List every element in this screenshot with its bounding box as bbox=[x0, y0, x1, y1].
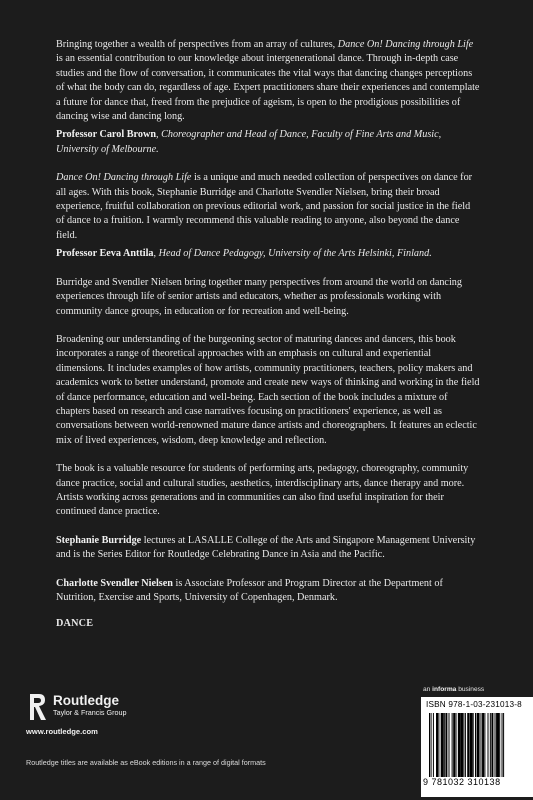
routledge-logo-icon bbox=[26, 692, 48, 722]
publisher-name: Routledge bbox=[53, 693, 119, 708]
publisher-logo bbox=[26, 692, 127, 722]
barcode-icon bbox=[429, 713, 529, 779]
description-paragraph-2: Broadening our understanding of the burgeoning sector of maturing dances and dancers, this book incorporates a range of theoretical approaches with an emphasis on cultural and experiential dimensions. It includes examples of how artists, community practitioners, teachers, policy makers and academics work to better understand, promote and create new ways of thinking and working in the field of dance performance, education and well-being. Each section of the book includes a mixture of chapters based on research and case narratives focusing on practitioners' experience, as well as conversations between world-renowned mature dance artists and choreographers. It features an eclectic mix of lived experiences, wisdom, deep knowledge and reflection. bbox=[56, 333, 480, 446]
subject-category: DANCE bbox=[56, 618, 94, 630]
endorser-role: Head of Dance Pedagogy, University of the Arts Helsinki, Finland. bbox=[158, 248, 432, 260]
endorsement-1-attribution bbox=[56, 128, 481, 157]
informa-name: informa bbox=[432, 686, 457, 693]
publisher-website[interactable]: www.routledge.com bbox=[26, 727, 98, 736]
editor-bio-2 bbox=[56, 577, 481, 606]
editor-bio: is Associate Professor and Program Director at the Department of Nutrition, Exercise and Sports, University of Copenhagen, Denmark. bbox=[56, 577, 443, 603]
separator: , bbox=[155, 129, 162, 141]
description-paragraph-3: The book is a valuable resource for students of performing arts, pedagogy, choreography, community dance practice, social and cultural studies, aesthetics, interdisciplinary arts, dance therapy and more. Artists working across generations and in communities can also find useful inspiration for their continued dance practice. bbox=[56, 463, 469, 518]
endorsement-1 bbox=[56, 38, 481, 124]
publisher-group: Taylor & Francis Group bbox=[53, 708, 127, 717]
endorsement-1-body: is an essential contribution to our knowledge about intergenerational dance. Through in-depth case studies and the flow of conversation, it communicates the vital ways that dancing changes perceptions of what the body can do, regardless of age. Expert practitioners share their experiences and contemplate a future for dance that, freed from the prejudice of ageism, is open to the prodigious possibilities of dancing wise and dancing long. bbox=[56, 53, 480, 123]
endorsement-2 bbox=[56, 171, 481, 243]
editor-bio: lectures at LASALLE College of the Arts and Singapore Management University and is the Series Editor for Routledge Celebrating Dance in Asia and the Pacific. bbox=[56, 534, 476, 561]
endorser-role: Choreographer and Head of Dance, Faculty of Fine Arts and Music, University of Melbourne. bbox=[56, 129, 442, 155]
isbn-label: ISBN 978-1-03-231013-8 bbox=[426, 700, 522, 709]
editor-bio-1 bbox=[56, 534, 481, 563]
endorsement-1-intro: Bringing together a wealth of perspectives from an array of cultures, bbox=[56, 39, 338, 50]
editor-name: Charlotte Svendler Nielsen bbox=[56, 577, 173, 589]
endorsement-2-body: is a unique and much needed collection of perspectives on dance for all ages. With this book, Stephanie Burridge and Charlotte Svendler Nielsen, bring their broad experience, fruitful collaboration on previous editorial work, and passion for social justice in the field of dance to a fruition. I warmly recommend this valuable reading to anyone, also beyond the dance field. bbox=[56, 172, 473, 241]
endorser-name: Professor Eeva Anttila bbox=[56, 248, 154, 260]
publisher-block bbox=[26, 692, 127, 736]
ebook-note: Routledge titles are available as eBook editions in a range of digital formats bbox=[26, 758, 266, 767]
description-paragraph-1: Burridge and Svendler Nielsen bring together many perspectives from around the world on dancing experiences through life of senior artists and educators, whether as professionals working with community dance groups, in education or for recreation and well-being. bbox=[56, 276, 462, 317]
barcode-digits: 9 781032 310138 bbox=[423, 777, 501, 787]
endorser-name: Professor Carol Brown bbox=[56, 129, 156, 141]
book-title-italic: Dance On! Dancing through Life bbox=[56, 172, 192, 184]
editor-name: Stephanie Burridge bbox=[56, 534, 142, 546]
isbn-barcode bbox=[421, 697, 533, 797]
informa-pre: an bbox=[423, 686, 433, 693]
book-title-italic: Dance On! Dancing through Life bbox=[337, 39, 474, 50]
informa-post: business bbox=[456, 686, 485, 693]
endorsement-2-attribution bbox=[56, 247, 481, 261]
back-cover-text bbox=[56, 38, 481, 632]
separator: , bbox=[153, 248, 159, 260]
informa-tagline bbox=[423, 686, 484, 693]
